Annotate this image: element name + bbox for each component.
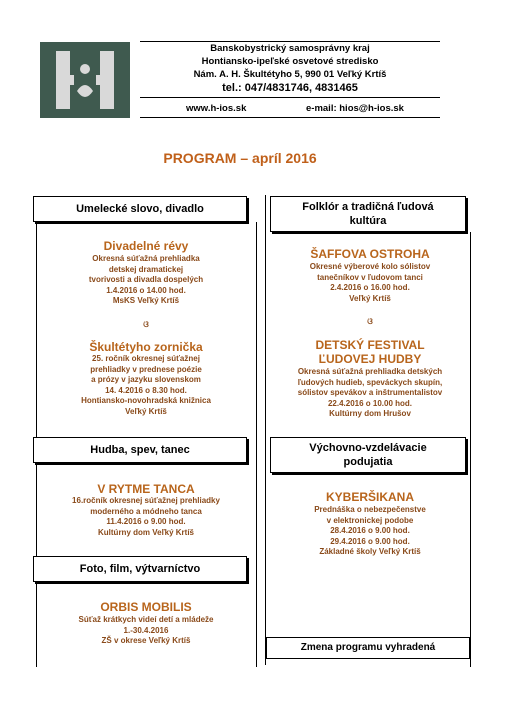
left-column-rule-right	[256, 222, 257, 667]
event-detsky-festival-details: Okresná súťažná prehliadka detských ľudových hudieb, speváckych skupín, sólistov spevákov a inštrumentalistov 22.4.2016 o 10.00 hod. Kultúrny dom Hrušov	[297, 367, 443, 418]
header-phone: tel.: 047/4831746, 4831465	[222, 82, 358, 94]
event-kybersikana-title: KYBERŠIKANA	[325, 490, 414, 504]
header-line-1: Banskobystrický samosprávny kraj	[210, 43, 370, 54]
header-rule-mid	[140, 97, 440, 98]
event-divadelne-revy-details: Okresná súťažná prehliadka detskej dramatickej tvorivosti a divadla dospelých 1.4.2016 o 14.00 hod. MsKS Veľký Krtíš	[88, 254, 204, 305]
event-saffova-ostroha-details: Okresné výberové kolo sólistov tanečníkov v ľudovom tanci 2.4.2016 o 16.00 hod. Veľký Krtíš	[309, 262, 431, 303]
event-kybersikana-details: Prednáška o nebezpečenstve v elektronickej podobe 28.4.2016 o 9.00 hod. 29.4.2016 o 9.00 hod. Základné školy Veľký Krtíš	[314, 505, 426, 556]
header-line-3: Nám. A. H. Škultétyho 5, 990 01 Veľký Krtíš	[193, 69, 387, 80]
event-detsky-festival-title: DETSKÝ FESTIVAL ĽUDOVEJ HUDBY	[315, 338, 425, 366]
event-orbis-mobilis-title: ORBIS MOBILIS	[100, 600, 192, 614]
header-web: www.h-ios.sk	[186, 103, 247, 114]
section-foto-film: Foto, film, výtvarníctvo	[33, 556, 247, 582]
event-divadelne-revy-title: Divadelné révy	[103, 239, 189, 253]
section-hudba-spev-tanec: Hudba, spev, tanec	[33, 437, 247, 463]
section-folklor: Folklór a tradičná ľudová kultúra	[270, 196, 466, 232]
event-orbis-mobilis-details: Súťaž krátkych videí detí a mládeže 1.-30.4.2016 ZŠ v okrese Veľký Krtíš	[78, 615, 214, 645]
header-rule-bottom	[140, 117, 440, 118]
section-vychovno-vzdelavacie: Výchovno-vzdelávacie podujatia	[270, 437, 466, 473]
event-v-rytme-tanca-details: 16.ročník okresnej súťažnej prehliadky moderného a módneho tanca 11.4.2016 o 9.00 hod. Kultúrny dom Veľký Krtíš	[72, 496, 220, 537]
header-email: e-mail: hios@h-ios.sk	[306, 103, 404, 114]
event-saffova-ostroha-title: ŠAFFOVA OSTROHA	[310, 247, 430, 261]
hios-logo-icon	[50, 47, 120, 113]
logo	[40, 42, 130, 118]
right-column-rule-right	[470, 232, 471, 667]
event-v-rytme-tanca-title: V RYTME TANCA	[97, 482, 195, 496]
event-skultetyho-zornicka-title: Škultétyho zornička	[89, 340, 203, 354]
header-line-2: Hontiansko-ipeľské osvetové stredisko	[201, 56, 379, 67]
separator-ornament: ଓ	[143, 320, 149, 329]
separator-ornament: ଓ	[367, 317, 373, 326]
program-title: PROGRAM – apríl 2016	[163, 150, 317, 166]
footer-program-change-note: Zmena programu vyhradená	[266, 637, 470, 659]
section-umelecke-slovo: Umelecké slovo, divadlo	[33, 196, 247, 222]
right-column-rule	[265, 195, 266, 665]
event-skultetyho-zornicka-details: 25. ročník okresnej súťažnej prehliadky v prednese poézie a prózy v jazyku slovenskom 14. 4.2016 o 8.30 hod. Hontiansko-novohradská knižnica Veľký Krtíš	[81, 354, 211, 416]
